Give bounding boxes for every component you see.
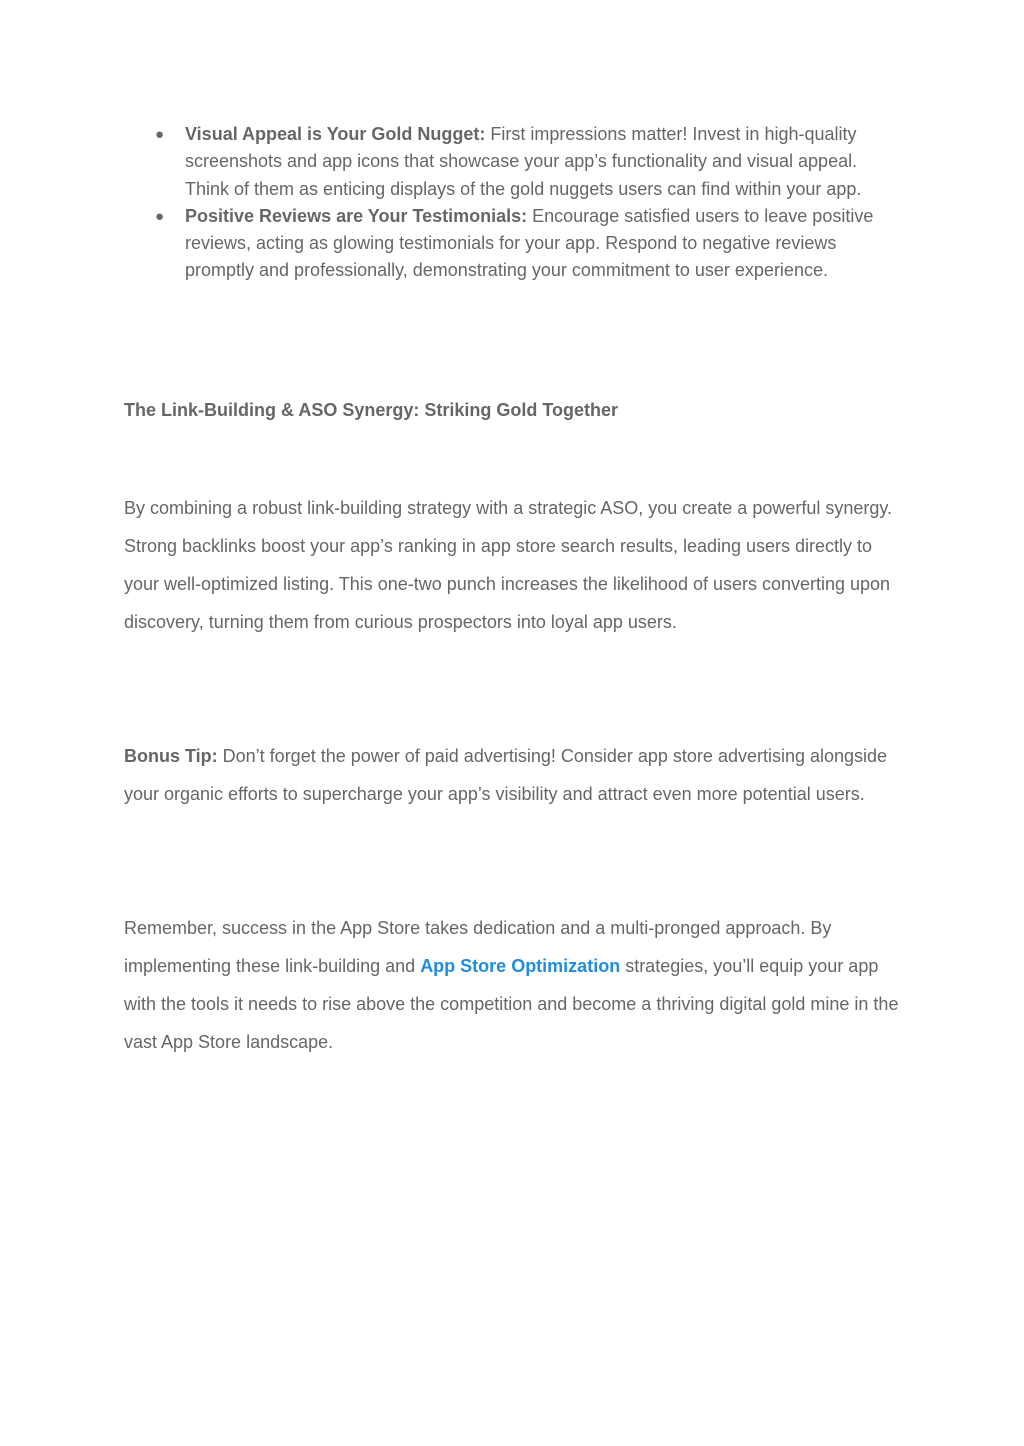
bullet-dot-icon: ● <box>155 207 165 225</box>
bullet-text: Encourage satisfied users to leave positive reviews, acting as glowing testimonials for your app. Respond to negative reviews promptly and professionally, demonstrating your commitment to user experience. <box>185 205 874 281</box>
bullet-text: First impressions matter! Invest in high-quality screenshots and app icons that showcase your app’s functionality and visual appeal. Think of them as enticing displays of the gold nuggets users can find within your app. <box>185 124 862 199</box>
bullet-list <box>124 121 904 285</box>
bonus-tip-label: Bonus Tip: <box>124 746 218 766</box>
closing-text-start: Remember, success in the App Store takes dedication and a multi-pronged approach. By implementing these link-building and <box>124 918 832 976</box>
bullet-dot-icon: ● <box>155 126 165 143</box>
bullet-title: Visual Appeal is Your Gold Nugget: <box>185 124 486 144</box>
document-content <box>124 121 904 1052</box>
closing-paragraph <box>124 909 904 1061</box>
bonus-tip-text: Don’t forget the power of paid advertising! Consider app store advertising alongside your organic efforts to supercharge your app’s visibility and attract even more potential users. <box>124 746 888 804</box>
list-item <box>124 121 904 203</box>
app-store-optimization-link[interactable]: App Store Optimization <box>420 956 621 976</box>
section-heading: The Link-Building & ASO Synergy: Striking Gold Together <box>124 400 619 420</box>
closing-text-end: strategies, you’ll equip your app with the tools it needs to rise above the competition and become a thriving digital gold mine in the vast App Store landscape. <box>124 956 899 1052</box>
bullet-title: Positive Reviews are Your Testimonials: <box>185 205 528 226</box>
list-item <box>124 203 904 285</box>
bonus-tip-paragraph <box>124 737 904 813</box>
synergy-paragraph: By combining a robust link-building strategy with a strategic ASO, you create a powerful synergy. Strong backlinks boost your app’s ranking in app store search results, leading users directly to your well-optimized listing. This one-two punch increases the likelihood of users converting upon discovery, turning them from curious prospectors into loyal app users. <box>124 498 893 632</box>
